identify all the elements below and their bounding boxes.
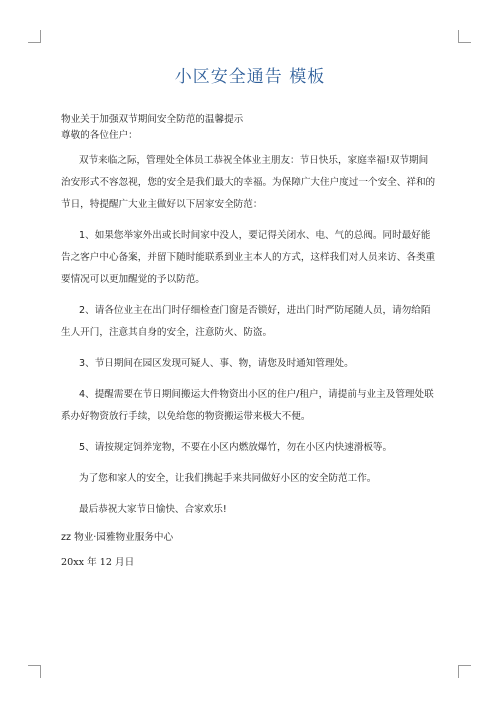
greeting: 尊敬的各位住户：: [61, 130, 138, 141]
paragraph-intro: 双节来临之际，管理处全体员工恭祝全体业主朋友：节日快乐，家庭幸福!双节期间治安形式不容忽视，您的安全是我们最大的幸福。为保障广大住户度过一个安全、祥和的节日，特提醒广大业主做好以下居家安全防范：: [61, 155, 436, 210]
crop-mark-bottom-right: [458, 665, 471, 678]
paragraph-closing: 为了您和家人的安全，让我们携起手来共同做好小区的安全防范工作。: [79, 473, 377, 484]
paragraph-wishes: 最后恭祝大家节日愉快、合家欢乐!: [79, 504, 227, 515]
document-date: 20xx 年 12 月日: [61, 557, 135, 568]
signature: zz 物业·园雅物业服务中心: [61, 532, 174, 543]
paragraph-item-4: 4、提醒需要在节日期间搬运大件物资出小区的住户/租户，请提前与业主及管理处联系办好物资放行手续，以免给您的物资搬运带来极大不便。: [61, 389, 434, 422]
crop-mark-top-right: [458, 30, 471, 43]
crop-mark-bottom-left: [28, 665, 41, 678]
paragraph-item-5: 5、请按规定饲养宠物，不要在小区内燃放爆竹，勿在小区内快速滑板等。: [79, 442, 393, 453]
crop-mark-top-left: [28, 30, 41, 43]
document-subtitle: 物业关于加强双节期间安全防范的温馨提示: [61, 114, 244, 125]
document-body: [61, 112, 437, 571]
paragraph-item-2: 2、请各位业主在出门时仔细检查门窗是否锁好，进出门时严防尾随人员，请勿给陌生人开门，注意其自身的安全，注意防火、防盗。: [61, 305, 431, 338]
paragraph-item-1: 1、如果您举家外出或长时间家中没人，要记得关闭水、电、气的总阀。同时最好能告之客户中心备案，并留下随时能联系到业主本人的方式，这样我们对人员来访、各类重要情况可以更加醒觉的予以防范。: [61, 230, 436, 285]
paragraph-item-3: 3、节日期间在园区发现可疑人、事、物，请您及时通知管理处。: [79, 358, 354, 369]
document-title: 小区安全通告 模板: [174, 67, 326, 87]
